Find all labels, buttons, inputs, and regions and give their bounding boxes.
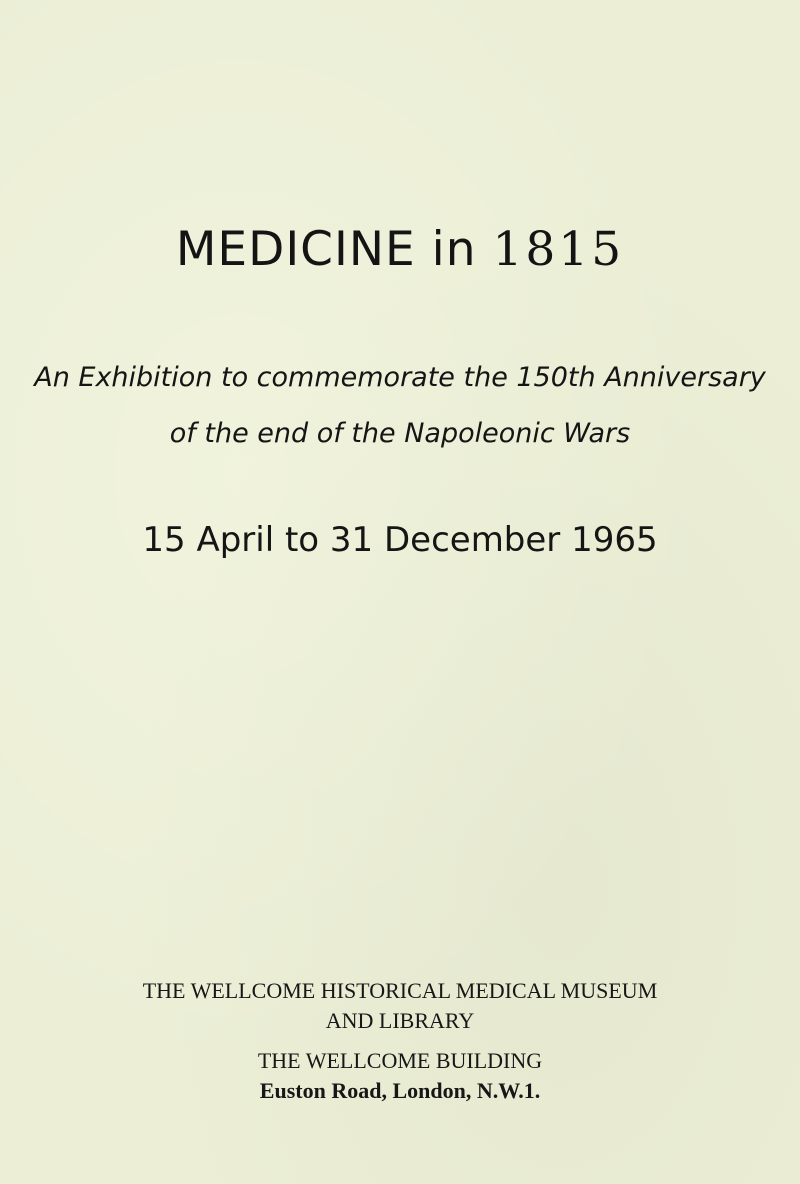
subtitle-line-2: of the end of the Napoleonic Wars xyxy=(169,418,631,449)
title-word: MEDICINE xyxy=(175,222,416,277)
main-title xyxy=(0,222,800,277)
title-year: 1815 xyxy=(492,222,625,277)
address: Euston Road, London, N.W.1. xyxy=(259,1078,541,1103)
publisher-line-2: AND LIBRARY xyxy=(325,1008,475,1033)
building-name: THE WELLCOME BUILDING xyxy=(257,1048,543,1073)
publisher-line-1: THE WELLCOME HISTORICAL MEDICAL MUSEUM xyxy=(142,978,658,1003)
exhibition-dates: 15 April to 31 December 1965 xyxy=(142,520,658,560)
title-preposition: in xyxy=(431,222,477,277)
subtitle-line-1: An Exhibition to commemorate the 150th Anniversary xyxy=(34,362,766,393)
